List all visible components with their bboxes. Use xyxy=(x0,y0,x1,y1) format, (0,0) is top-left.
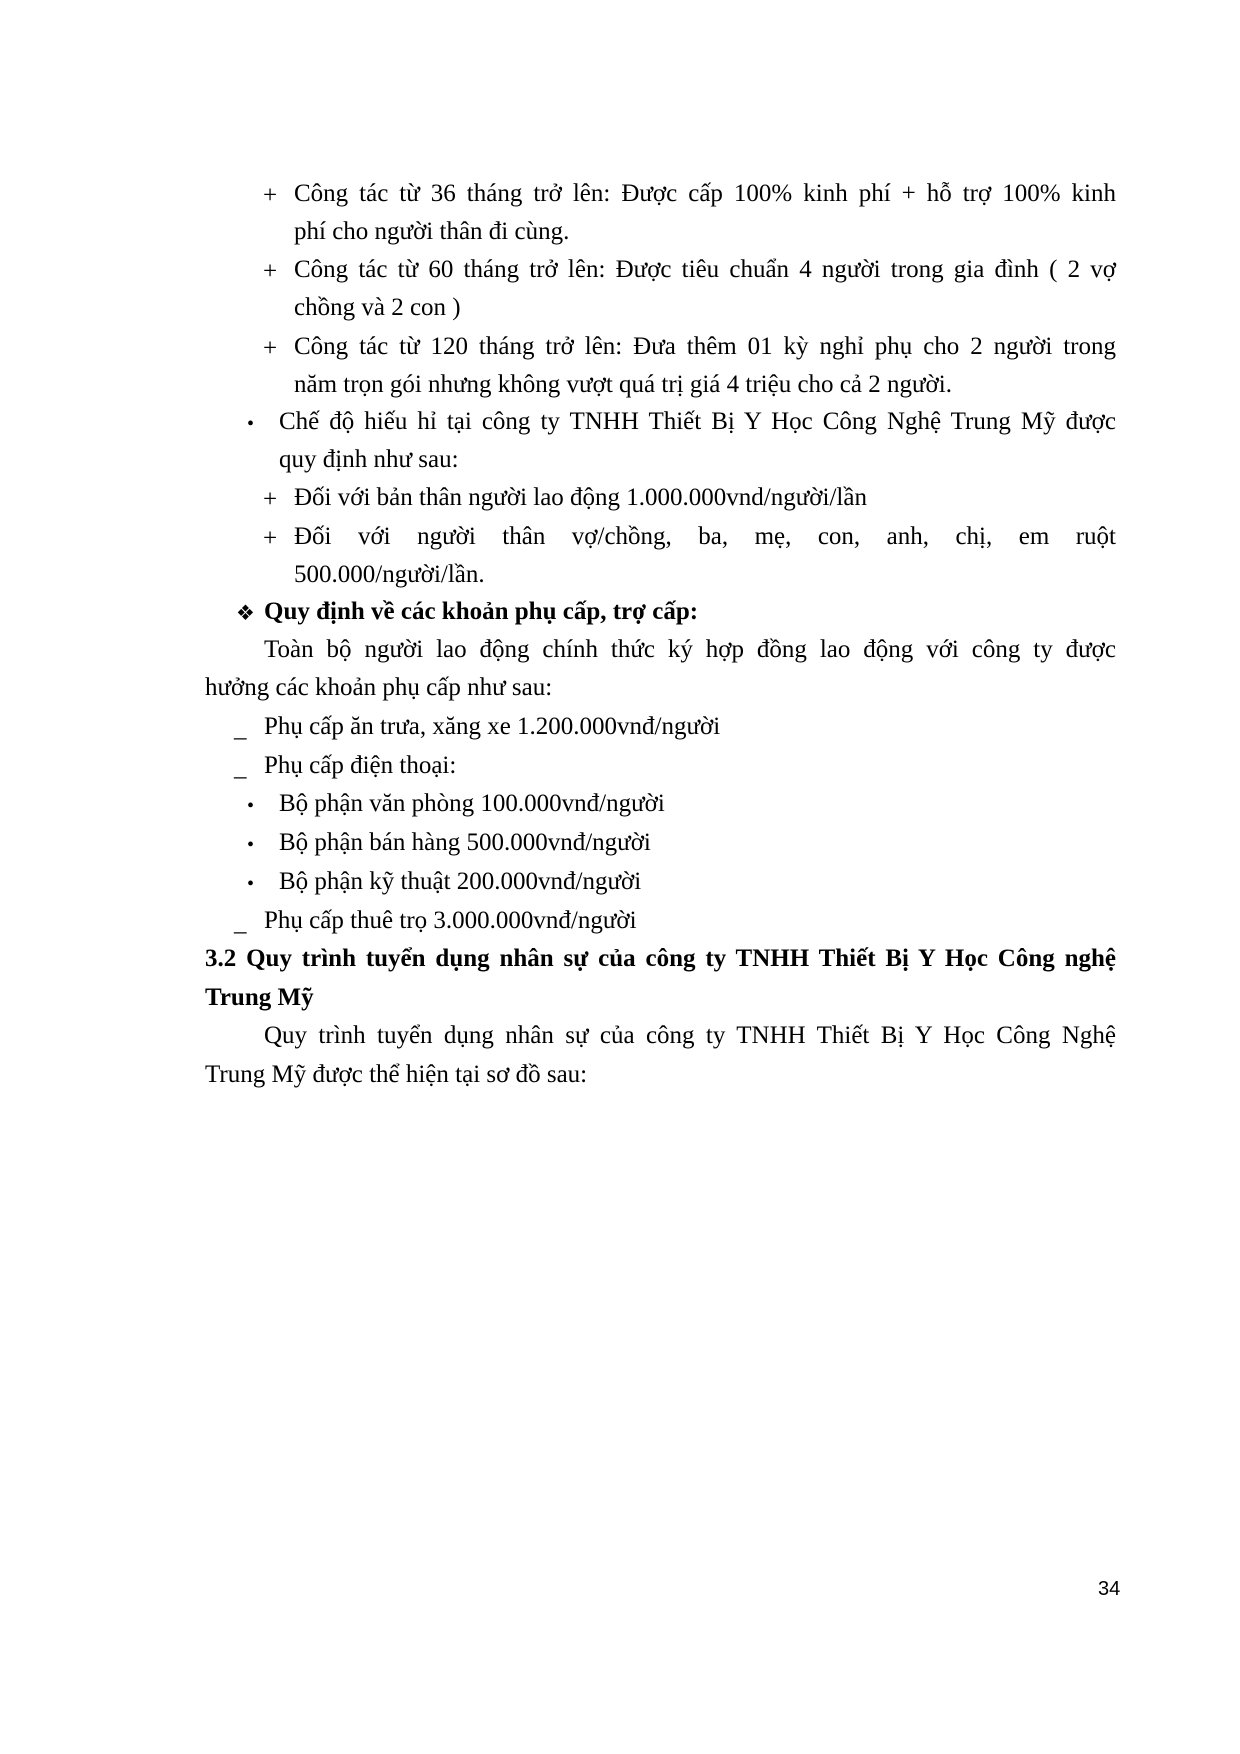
text-line: Đối với người thân vợ/chồng, ba, mẹ, con, anh, chị, em ruột xyxy=(294,523,1116,550)
section-heading: Quy định về các khoản phụ cấp, trợ cấp: xyxy=(264,598,699,625)
diamond-marker: ❖ xyxy=(236,601,255,625)
dash-marker: _ xyxy=(234,715,247,742)
text-line: Toàn bộ người lao động chính thức ký hợp đồng lao động với công ty được xyxy=(264,636,1116,663)
bullet-marker: • xyxy=(247,873,255,895)
text-line: chồng và 2 con ) xyxy=(294,294,461,321)
text-line: Công tác từ 36 tháng trở lên: Được cấp 100% kinh phí + hỗ trợ 100% kinh xyxy=(294,180,1116,207)
bullet-marker: • xyxy=(247,834,255,856)
plus-marker: + xyxy=(263,525,278,552)
text-line: Phụ cấp ăn trưa, xăng xe 1.200.000vnđ/người xyxy=(264,713,721,740)
text-line: Quy trình tuyển dụng nhân sự của công ty TNHH Thiết Bị Y Học Công Nghệ xyxy=(264,1022,1116,1049)
plus-marker: + xyxy=(263,182,278,209)
text-line: Phụ cấp thuê trọ 3.000.000vnđ/người xyxy=(264,907,637,934)
dash-marker: _ xyxy=(234,754,247,781)
plus-marker: + xyxy=(263,335,278,362)
text-line: Bộ phận văn phòng 100.000vnđ/người xyxy=(279,790,665,817)
text-line: Đối với bản thân người lao động 1.000.000vnd/người/lần xyxy=(294,484,867,511)
bullet-marker: • xyxy=(247,795,255,817)
plus-marker: + xyxy=(263,486,278,513)
text-line: Công tác từ 60 tháng trở lên: Được tiêu chuẩn 4 người trong gia đình ( 2 vợ xyxy=(294,256,1116,283)
dash-marker: _ xyxy=(234,909,247,936)
section-heading: 3.2 Quy trình tuyển dụng nhân sự của công ty TNHH Thiết Bị Y Học Công nghệ xyxy=(205,945,1116,972)
section-heading: Trung Mỹ xyxy=(205,984,314,1011)
bullet-marker: • xyxy=(247,413,255,435)
text-line: Phụ cấp điện thoại: xyxy=(264,752,457,779)
text-line: Công tác từ 120 tháng trở lên: Đưa thêm 01 kỳ nghỉ phụ cho 2 người trong xyxy=(294,333,1116,360)
text-line: Bộ phận kỹ thuật 200.000vnđ/người xyxy=(279,868,642,895)
text-line: quy định như sau: xyxy=(279,446,459,473)
plus-marker: + xyxy=(263,258,278,285)
page-number: 34 xyxy=(1098,1578,1121,1600)
text-line: phí cho người thân đi cùng. xyxy=(294,218,570,245)
text-line: Trung Mỹ được thể hiện tại sơ đồ sau: xyxy=(205,1061,588,1088)
text-line: Chế độ hiếu hỉ tại công ty TNHH Thiết Bị Y Học Công Nghệ Trung Mỹ được xyxy=(279,408,1116,435)
text-line: năm trọn gói nhưng không vượt quá trị giá 4 triệu cho cả 2 người. xyxy=(294,371,952,398)
text-line: Bộ phận bán hàng 500.000vnđ/người xyxy=(279,829,651,856)
text-line: hưởng các khoản phụ cấp như sau: xyxy=(205,674,553,701)
text-line: 500.000/người/lần. xyxy=(294,561,485,588)
